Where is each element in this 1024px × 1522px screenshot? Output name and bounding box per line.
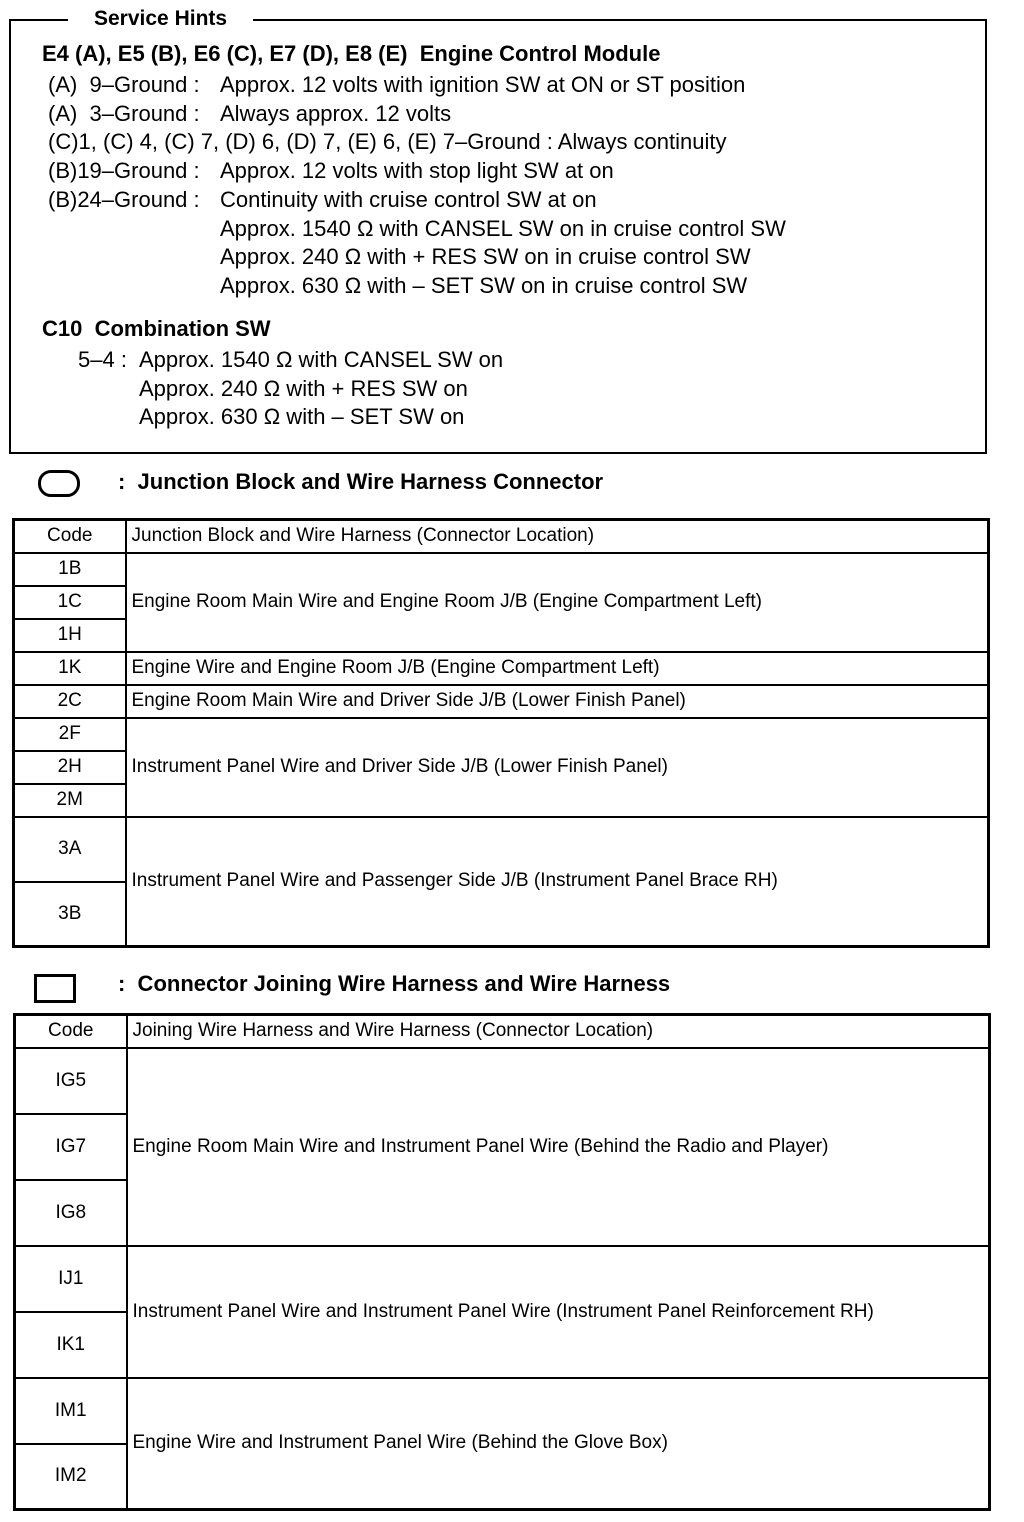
column-header-code: Code [15, 1015, 127, 1048]
column-header-code: Code [14, 520, 126, 553]
connector-code: IK1 [15, 1312, 127, 1378]
junction-table [12, 518, 990, 948]
connector-code: 1K [14, 652, 126, 685]
hint-text: Approx. 12 volts with ignition SW at ON or ST position [220, 72, 746, 97]
connector-location: Instrument Panel Wire and Instrument Panel Wire (Instrument Panel Reinforcement RH) [127, 1246, 990, 1378]
connector-code: 1B [14, 553, 126, 586]
connector-code: 3B [14, 882, 126, 947]
junction-block-symbol-icon [38, 470, 80, 497]
connector-code: 2C [14, 685, 126, 718]
connector-location: Engine Room Main Wire and Instrument Panel Wire (Behind the Radio and Player) [127, 1048, 990, 1246]
table-row [15, 1048, 990, 1114]
table-row [14, 817, 989, 882]
hint-term: (B)19–Ground : [48, 158, 200, 184]
hint-text: Approx. 240 Ω with + RES SW on [139, 375, 468, 401]
connector-code: 1C [14, 586, 126, 619]
hint-term: 5–4 : [78, 347, 127, 372]
column-header-description: Joining Wire Harness and Wire Harness (Connector Location) [127, 1015, 990, 1048]
junction-section-heading: : Junction Block and Wire Harness Connector [118, 469, 604, 494]
table-row [14, 652, 989, 685]
table-row [15, 1246, 990, 1312]
hint-term: (A) 3–Ground : [48, 100, 200, 126]
connector-code: 2H [14, 751, 126, 784]
combination-sw-header: C10 Combination SW [42, 316, 271, 341]
ecm-header: E4 (A), E5 (B), E6 (C), E7 (D), E8 (E) Engine Control Module [42, 41, 661, 66]
connector-code: IJ1 [15, 1246, 127, 1312]
service-hints-title: Service Hints [68, 5, 253, 33]
connector-location: Instrument Panel Wire and Passenger Side J/B (Instrument Panel Brace RH) [126, 817, 989, 947]
connector-code: IG5 [15, 1048, 127, 1114]
connector-code: IG7 [15, 1114, 127, 1180]
hint-text: Approx. 240 Ω with + RES SW on in cruise control SW [220, 244, 751, 270]
connector-symbol-icon [34, 974, 76, 1003]
hint-term: (C)1, (C) 4, (C) 7, (D) 6, (D) 7, (E) 6, (E) 7–Ground : Always continuity [48, 129, 727, 155]
hint-text: Approx. 630 Ω with – SET SW on in cruise control SW [220, 272, 748, 298]
connector-location: Engine Room Main Wire and Engine Room J/B (Engine Compartment Left) [126, 553, 989, 652]
hint-text: Always approx. 12 volts [220, 100, 452, 126]
connector-code: 3A [14, 817, 126, 882]
connector-location: Engine Room Main Wire and Driver Side J/B (Lower Finish Panel) [126, 685, 989, 718]
hint-term: (A) 9–Ground : [48, 72, 200, 97]
connector-location: Engine Wire and Engine Room J/B (Engine Compartment Left) [126, 652, 989, 685]
table-row [15, 1378, 990, 1444]
hint-term: (B)24–Ground : [48, 186, 200, 212]
hint-text: Approx. 1540 Ω with CANSEL SW on in cruise control SW [220, 215, 786, 241]
connector-location: Engine Wire and Instrument Panel Wire (Behind the Glove Box) [127, 1378, 990, 1510]
table-row [14, 685, 989, 718]
hint-text: Approx. 12 volts with stop light SW at on [220, 158, 614, 184]
table-row [14, 718, 989, 751]
table-header-row [14, 520, 989, 553]
table-header-row [15, 1015, 990, 1048]
hint-text: Approx. 630 Ω with – SET SW on [139, 404, 465, 429]
hint-text: Continuity with cruise control SW at on [220, 186, 597, 212]
connector-code: IM1 [15, 1378, 127, 1444]
hint-text: Approx. 1540 Ω with CANSEL SW on [139, 347, 504, 372]
connector-location: Instrument Panel Wire and Driver Side J/B (Lower Finish Panel) [126, 718, 989, 817]
connector-code: 2M [14, 784, 126, 817]
column-header-description: Junction Block and Wire Harness (Connector Location) [126, 520, 989, 553]
joining-table [13, 1013, 991, 1511]
connector-code: 1H [14, 619, 126, 652]
connector-code: 2F [14, 718, 126, 751]
connector-code: IM2 [15, 1444, 127, 1510]
table-row [14, 553, 989, 586]
joining-section-heading: : Connector Joining Wire Harness and Wire Harness [118, 971, 671, 996]
connector-code: IG8 [15, 1180, 127, 1246]
